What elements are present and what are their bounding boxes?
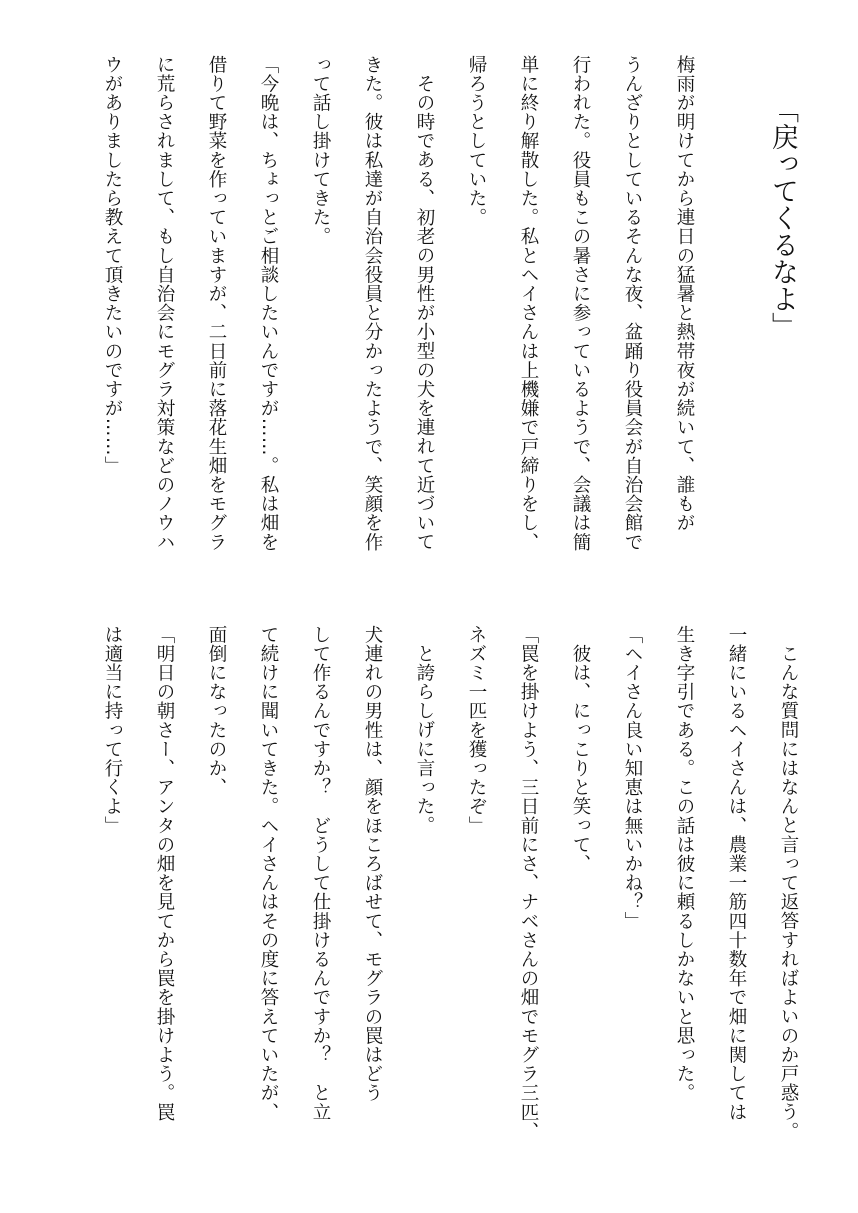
text-column: して作るんですか？ どうして仕掛けるんですか？ と立 — [310, 625, 331, 1122]
text-column: 「明日の朝さー、アンタの畑を見てから罠を掛けよう。罠 — [154, 625, 175, 1122]
text-column: 犬連れの男性は、顔をほころばせて、モグラの罠はどう — [362, 625, 383, 1103]
text-column: 行われた。役員もこの暑さに参っているようで、会議は簡 — [570, 55, 591, 552]
text-column: 一緒にいるヘイさんは、農業一筋四十数年で畑に関しては — [726, 625, 747, 1122]
text-column: 「ヘイさん良い知恵は無いかね？」 — [622, 625, 643, 931]
text-column: 単に終り解散した。私とヘイさんは上機嫌で戸締りをし、 — [518, 55, 539, 552]
text-column: 彼は、にっこりと笑って、 — [570, 644, 591, 874]
text-column: 帰ろうとしていた。 — [466, 55, 487, 227]
text-column: は適当に持って行くよ」 — [102, 625, 123, 836]
text-column: に荒らされまして、もし自治会にモグラ対策などのノウハ — [154, 55, 175, 552]
text-column: 梅雨が明けてから連日の猛暑と熱帯夜が続いて、誰もが — [674, 55, 695, 533]
text-column: 「罠を掛けよう、三日前にさ、ナベさんの畑でモグラ三匹、 — [518, 625, 539, 1141]
text-column: 「今晩は、ちょっとご相談したいんですが……。私は畑を — [258, 55, 279, 552]
text-column: 生き字引である。この話は彼に頼るしかないと思った。 — [674, 625, 695, 1103]
text-column: 面倒になったのか、 — [206, 625, 227, 797]
text-column: て続けに聞いてきた。ヘイさんはその度に答えていたが、 — [258, 625, 279, 1122]
text-column: ウがありましたら教えて頂きたいのですが……」 — [102, 55, 123, 476]
text-column: ネズミ一匹を獲ったぞ」 — [466, 625, 487, 836]
story-title: 「戻ってくるなよ」 — [767, 96, 798, 339]
text-column: と誇らしげに言った。 — [414, 644, 435, 835]
text-column: うんざりとしているそんな夜、盆踊り役員会が自治会館で — [622, 55, 643, 552]
text-column: って話し掛けてきた。 — [310, 55, 331, 246]
text-column: こんな質問にはなんと言って返答すればよいのか戸惑う。 — [778, 644, 799, 1141]
text-column: その時である、初老の男性が小型の犬を連れて近づいて — [414, 74, 435, 552]
text-column: きた。彼は私達が自治会役員と分かったようで、笑顔を作 — [362, 55, 383, 552]
text-column: 借りて野菜を作っていますが、二日前に落花生畑をモグラ — [206, 55, 227, 552]
